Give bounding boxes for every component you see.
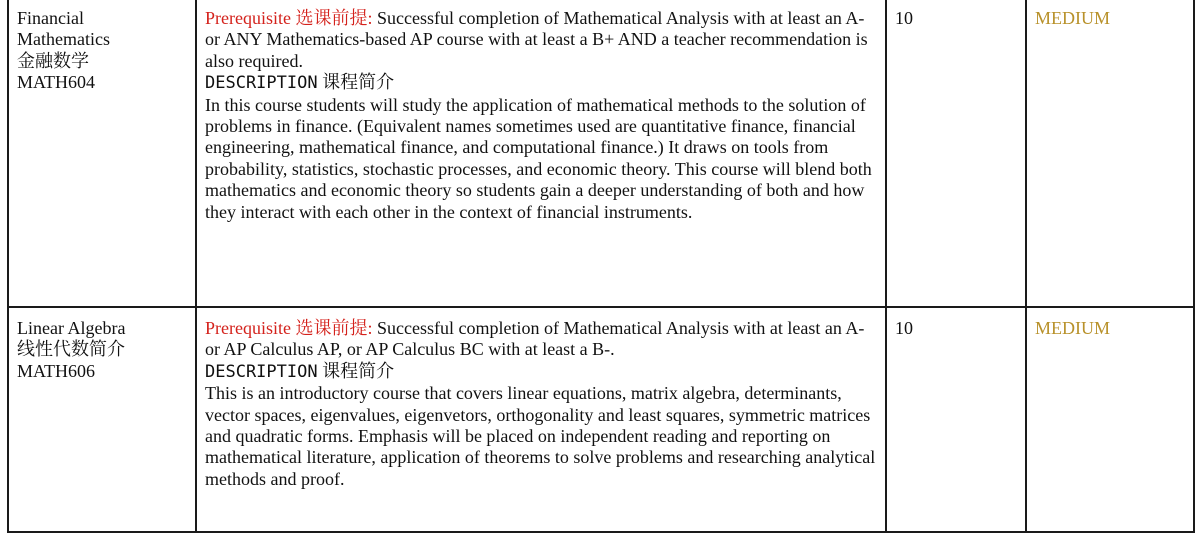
description-heading (205, 72, 877, 94)
course-details-cell (196, 307, 886, 532)
course-details-cell (196, 0, 886, 307)
course-table (7, 0, 1195, 533)
description-label-cn: 课程简介 (317, 72, 395, 93)
description-heading (205, 361, 877, 383)
course-name-cn: 线性代数简介 (17, 339, 125, 360)
course-name-cell (8, 307, 196, 532)
course-name-cell (8, 0, 196, 307)
description-label-cn: 课程简介 (317, 360, 395, 381)
level-cell: MEDIUM (1026, 307, 1194, 532)
prerequisite (205, 8, 877, 72)
credits-cell: 10 (886, 307, 1026, 532)
credits-cell: 10 (886, 0, 1026, 307)
table-row (8, 307, 1194, 532)
description-text: This is an introductory course that covers linear equations, matrix algebra, determinants, vector spaces, eigenvalues, eigenvetors, orthogonality and least squares, symmetric matrices and quadratic forms. Emphasis will be placed on independent reading and reporting on mathematical literature, application of theorems to solve problems and researching analytical methods and proof. (205, 383, 876, 489)
description-label: DESCRIPTION (205, 73, 318, 94)
description-text: In this course students will study the application of mathematical methods to the solution of problems in finance. (Equivalent names sometimes used are quantitative finance, financial engineering, mathematical finance, and computational finance.) It draws on tools from probability, statistics, stochastic processes, and economic theory. This course will blend both mathematics and economic theory so students gain a deeper understanding of both and how they interact with each other in the context of financial instruments. (205, 94, 872, 222)
prerequisite (205, 318, 877, 361)
prerequisite-text: Successful completion of Mathematical Analysis with at least an A- or AP Calculus AP, or AP Calculus BC with at least a B-. (205, 318, 865, 360)
course-code: MATH604 (17, 72, 96, 93)
course-name-cn: 金融数学 (17, 50, 89, 71)
prerequisite-text: Successful completion of Mathematical Analysis with at least an A- or ANY Mathematics-based AP course with at least a B+ AND a teacher recommendation is also required. (205, 8, 868, 71)
description-label: DESCRIPTION (205, 361, 318, 382)
level-cell: MEDIUM (1026, 0, 1194, 307)
course-name-line: Financial (17, 8, 84, 28)
course-code: MATH606 (17, 360, 96, 381)
table-row (8, 0, 1194, 307)
course-name-line: Mathematics (17, 29, 110, 50)
prerequisite-label: Prerequisite 选课前提: (205, 318, 373, 338)
prerequisite-label: Prerequisite 选课前提: (205, 8, 373, 28)
course-name-line: Linear Algebra (17, 318, 126, 338)
